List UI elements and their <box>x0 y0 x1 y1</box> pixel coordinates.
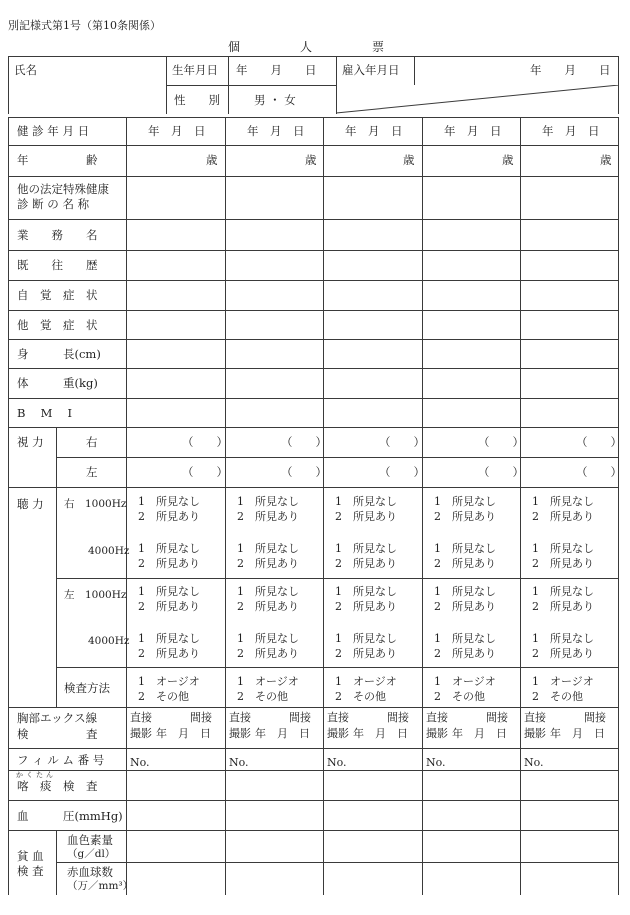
vision-right-label: 右 <box>86 435 98 449</box>
hearing-method-label: 検査方法 <box>64 681 110 695</box>
form-title: 個 人 票 <box>228 40 385 54</box>
col3-hearing-l1000 <box>335 584 397 614</box>
form-id: 別記様式第1号（第10条関係） <box>8 19 161 32</box>
col1-chest-direct: 直接 <box>130 711 152 724</box>
col1-chest-date: 年 月 日 <box>156 727 211 740</box>
option-no-finding: 1 所見なし <box>532 585 594 598</box>
col3-age-unit: 歳 <box>403 153 415 167</box>
col5-chest-direct: 直接 <box>524 711 546 724</box>
option-finding: 2 所見あり <box>335 557 397 570</box>
option-other: 2 その他 <box>434 690 485 703</box>
col4-chest-date: 年 月 日 <box>452 727 507 740</box>
option-finding: 2 所見あり <box>138 647 200 660</box>
option-finding: 2 所見あり <box>532 647 594 660</box>
col5-hearing-l4000 <box>532 631 594 661</box>
option-finding: 2 所見あり <box>434 510 496 523</box>
col5-hearing-r4000 <box>532 541 594 571</box>
col2-hearing-r4000 <box>237 541 299 571</box>
vision-left-label: 左 <box>86 465 98 479</box>
rbc-label-1: 赤血球数 <box>67 865 113 879</box>
col1-hearing-l1000 <box>138 584 200 614</box>
option-other: 2 その他 <box>532 690 583 703</box>
col2-vision-left: （ ） <box>281 465 327 479</box>
col2-chest-date: 年 月 日 <box>255 727 310 740</box>
col2-chest-indirect: 間接 <box>289 711 311 724</box>
col5-hearing-r1000 <box>532 494 594 524</box>
option-no-finding: 1 所見なし <box>237 495 299 508</box>
col3-chest-photo: 撮影 <box>327 727 349 740</box>
col1-hearing-method <box>138 674 200 704</box>
other-exam-label-1: 他の法定特殊健康 <box>17 182 109 196</box>
col1-hearing-l4000 <box>138 631 200 661</box>
col1-age-unit: 歳 <box>206 153 218 167</box>
option-no-finding: 1 所見なし <box>434 495 496 508</box>
birthdate-value: 年 月 日 <box>236 63 317 77</box>
hire-date-value: 年 月 日 <box>530 63 611 77</box>
hemoglobin-label-2: （g／dl） <box>67 848 116 860</box>
hearing-l4000-label: 4000Hz <box>88 635 130 647</box>
option-finding: 2 所見あり <box>237 647 299 660</box>
col4-hearing-r1000 <box>434 494 496 524</box>
option-no-finding: 1 所見なし <box>434 542 496 555</box>
col2-hearing-method <box>237 674 299 704</box>
option-finding: 2 所見あり <box>237 557 299 570</box>
option-finding: 2 所見あり <box>335 510 397 523</box>
col5-hearing-method <box>532 674 594 704</box>
col3-exam-date: 年 月 日 <box>345 124 403 138</box>
col4-chest-direct: 直接 <box>426 711 448 724</box>
col4-hearing-method <box>434 674 496 704</box>
col2-chest-photo: 撮影 <box>229 727 251 740</box>
col5-hearing-l1000 <box>532 584 594 614</box>
option-finding: 2 所見あり <box>335 647 397 660</box>
sputum-label: 喀 痰 検 査 <box>17 779 98 793</box>
option-no-finding: 1 所見なし <box>138 495 200 508</box>
col4-chest-photo: 撮影 <box>426 727 448 740</box>
option-finding: 2 所見あり <box>138 510 200 523</box>
col5-exam-date: 年 月 日 <box>542 124 600 138</box>
option-finding: 2 所見あり <box>237 600 299 613</box>
col4-hearing-l1000 <box>434 584 496 614</box>
anemia-label-1: 貧 血 <box>17 849 44 863</box>
option-finding: 2 所見あり <box>434 600 496 613</box>
weight-label: 体 重(kg) <box>17 376 98 390</box>
col2-age-unit: 歳 <box>305 153 317 167</box>
option-finding: 2 所見あり <box>532 557 594 570</box>
col4-vision-right: （ ） <box>478 435 524 449</box>
diagonal-slash <box>336 85 619 114</box>
col5-chest-photo: 撮影 <box>524 727 546 740</box>
col3-hearing-method <box>335 674 397 704</box>
option-audio: 1 オージオ <box>335 675 397 688</box>
option-no-finding: 1 所見なし <box>532 542 594 555</box>
option-no-finding: 1 所見なし <box>532 495 594 508</box>
option-finding: 2 所見あり <box>532 510 594 523</box>
subjective-label: 自 覚 症 状 <box>17 288 98 302</box>
col5-chest-indirect: 間接 <box>584 711 606 724</box>
col5-chest-date: 年 月 日 <box>550 727 605 740</box>
chest-label-1: 胸部エックス線 <box>17 711 98 725</box>
col1-hearing-r4000 <box>138 541 200 571</box>
sputum-ruby: かくたん <box>16 771 56 779</box>
history-label: 既 往 歴 <box>17 258 98 272</box>
col1-chest-indirect: 間接 <box>190 711 212 724</box>
option-other: 2 その他 <box>138 690 189 703</box>
option-audio: 1 オージオ <box>138 675 200 688</box>
option-no-finding: 1 所見なし <box>138 585 200 598</box>
hearing-label: 聴 力 <box>17 497 44 511</box>
bmi-label: B M I <box>17 406 73 420</box>
col4-age-unit: 歳 <box>502 153 514 167</box>
option-no-finding: 1 所見なし <box>138 542 200 555</box>
anemia-label-2: 検 査 <box>17 864 44 878</box>
option-other: 2 その他 <box>237 690 288 703</box>
name-label: 氏名 <box>14 63 37 77</box>
col2-chest-direct: 直接 <box>229 711 251 724</box>
option-no-finding: 1 所見なし <box>237 542 299 555</box>
col2-hearing-l4000 <box>237 631 299 661</box>
option-no-finding: 1 所見なし <box>335 585 397 598</box>
col3-hearing-r1000 <box>335 494 397 524</box>
option-no-finding: 1 所見なし <box>335 542 397 555</box>
col1-vision-left: （ ） <box>182 465 228 479</box>
col5-vision-left: （ ） <box>576 465 622 479</box>
hearing-r4000-label: 4000Hz <box>88 545 130 557</box>
other-exam-label-2: 診 断 の 名 称 <box>17 197 90 211</box>
option-finding: 2 所見あり <box>237 510 299 523</box>
col3-vision-right: （ ） <box>379 435 425 449</box>
hire-date-label: 雇入年月日 <box>342 63 400 77</box>
height-label: 身 長(cm) <box>17 347 101 361</box>
col2-vision-right: （ ） <box>281 435 327 449</box>
col1-exam-date: 年 月 日 <box>148 124 206 138</box>
vision-label: 視 力 <box>17 435 44 449</box>
col3-chest-date: 年 月 日 <box>353 727 408 740</box>
col4-exam-date: 年 月 日 <box>444 124 502 138</box>
option-other: 2 その他 <box>335 690 386 703</box>
sex-options: 男 ・ 女 <box>254 93 296 107</box>
option-finding: 2 所見あり <box>532 600 594 613</box>
col5-age-unit: 歳 <box>600 153 612 167</box>
col2-film-no: No. <box>229 756 249 769</box>
option-no-finding: 1 所見なし <box>434 632 496 645</box>
birthdate-label: 生年月日 <box>172 63 218 77</box>
age-label: 年 齢 <box>17 153 98 167</box>
occupation-label: 業 務 名 <box>17 228 98 242</box>
col4-hearing-r4000 <box>434 541 496 571</box>
rbc-label-2: （万／mm³） <box>67 880 134 892</box>
option-audio: 1 オージオ <box>532 675 594 688</box>
option-no-finding: 1 所見なし <box>335 495 397 508</box>
col5-film-no: No. <box>524 756 544 769</box>
col3-chest-indirect: 間接 <box>387 711 409 724</box>
option-audio: 1 オージオ <box>237 675 299 688</box>
col3-vision-left: （ ） <box>379 465 425 479</box>
hearing-r1000-label: 右 1000Hz <box>64 498 127 510</box>
option-finding: 2 所見あり <box>434 647 496 660</box>
option-audio: 1 オージオ <box>434 675 496 688</box>
exam-date-label: 健 診 年 月 日 <box>17 124 90 138</box>
chest-label-2: 検 査 <box>17 727 98 741</box>
option-no-finding: 1 所見なし <box>138 632 200 645</box>
col2-hearing-l1000 <box>237 584 299 614</box>
col2-hearing-r1000 <box>237 494 299 524</box>
col4-chest-indirect: 間接 <box>486 711 508 724</box>
col5-vision-right: （ ） <box>576 435 622 449</box>
col1-film-no: No. <box>130 756 150 769</box>
col4-film-no: No. <box>426 756 446 769</box>
option-finding: 2 所見あり <box>138 557 200 570</box>
col4-vision-left: （ ） <box>478 465 524 479</box>
option-no-finding: 1 所見なし <box>237 585 299 598</box>
bp-label: 血 圧(mmHg) <box>17 809 123 823</box>
film-label: フ ィ ル ム 番 号 <box>17 753 105 767</box>
col3-chest-direct: 直接 <box>327 711 349 724</box>
option-no-finding: 1 所見なし <box>237 632 299 645</box>
option-finding: 2 所見あり <box>434 557 496 570</box>
col1-hearing-r1000 <box>138 494 200 524</box>
col3-hearing-l4000 <box>335 631 397 661</box>
col4-hearing-l4000 <box>434 631 496 661</box>
sex-label: 性 別 <box>174 93 220 107</box>
option-finding: 2 所見あり <box>335 600 397 613</box>
col3-film-no: No. <box>327 756 347 769</box>
option-no-finding: 1 所見なし <box>434 585 496 598</box>
option-no-finding: 1 所見なし <box>532 632 594 645</box>
option-finding: 2 所見あり <box>138 600 200 613</box>
col1-chest-photo: 撮影 <box>130 727 152 740</box>
col3-hearing-r4000 <box>335 541 397 571</box>
option-no-finding: 1 所見なし <box>335 632 397 645</box>
col1-vision-right: （ ） <box>182 435 228 449</box>
hemoglobin-label-1: 血色素量 <box>67 833 113 847</box>
hearing-l1000-label: 左 1000Hz <box>64 589 127 601</box>
col2-exam-date: 年 月 日 <box>247 124 305 138</box>
objective-label: 他 覚 症 状 <box>17 318 98 332</box>
